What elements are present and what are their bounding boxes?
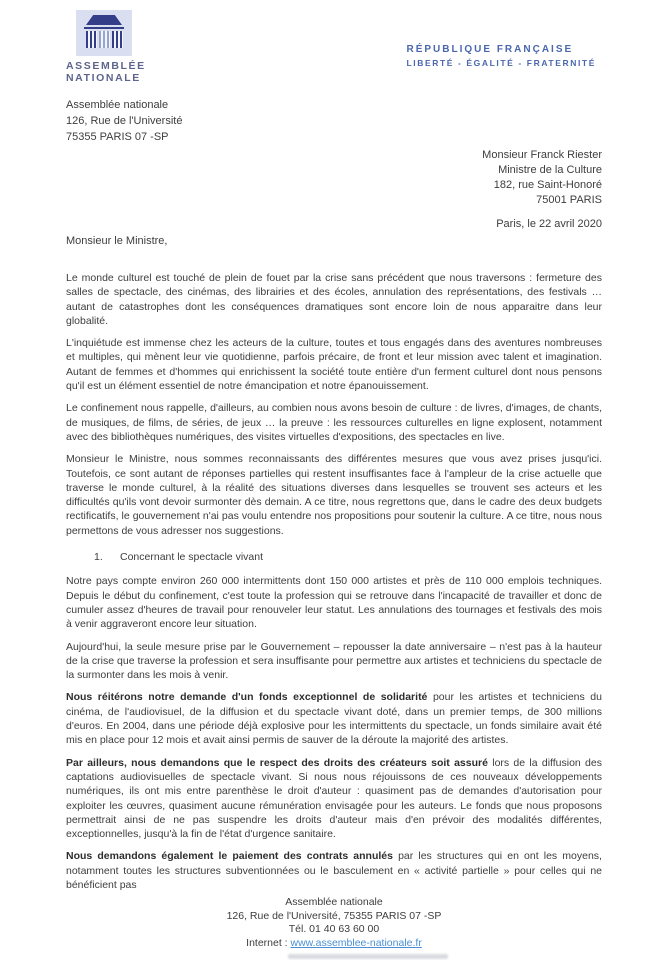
paragraph-5: Notre pays compte environ 260 000 intermittents dont 150 000 artistes et près de 110 000 emplois techniques. Depuis le début du confinement, c'est toute la profession qui se retrouve dans l'incapacité de travailler et donc de cumuler assez d'heures de travail pour renouveler leur statut. Les annulations des tournages et festivals des mois à venir aggraveront encore leur situation.: [66, 575, 602, 631]
footer-internet-line: [0, 937, 668, 951]
section-number: 1.: [94, 551, 103, 564]
sender-line: Assemblée nationale: [66, 99, 169, 111]
logo-line-2: NATIONALE: [66, 72, 141, 84]
salutation: Monsieur le Ministre,: [66, 235, 168, 247]
columns-shape: [86, 31, 123, 48]
paragraph-8-bold-lead: Par ailleurs, nous demandons que le respect des droits des créateurs soit assuré: [66, 756, 488, 769]
paragraph-7-rest: pour les artistes et techniciens du cinéma, de l'audiovisuel, de la diffusion et du spectacle vivant doté, dans un premier temps, de 300 millions d'euros. En 2004, dans une période déjà explosive pour les intermittents du spectacle, un fonds similaire avait été mis en place pour 12 mois et avait ainsi permis de sauver de la déroute la majorité des artistes.: [66, 691, 602, 747]
letter-content: [66, 0, 602, 900]
republic-title: RÉPUBLIQUE FRANÇAISE: [406, 44, 574, 55]
architrave-shape: [84, 27, 124, 29]
recipient-address: [66, 148, 602, 208]
republique-francaise-motto: [406, 44, 602, 68]
paragraph-3: Le confinement nous rappelle, d'ailleurs, au combien nous avons besoin de culture : de livres, d'images, de chants, de musiques, de films, de séries, de jeux … la preuve : les ressources culturelles en ligne explosent, notamment avec des bibliothèques numériques, des visites virtuelles d'expositions, des spectacles en live.: [66, 402, 602, 443]
paragraph-4: Monsieur le Ministre, nous sommes reconnaissants des différentes mesures que vous avez prises jusqu'ici. Toutefois, ce sont autant de réponses partielles qui restent insuffisantes face à l'ampleur de la crise actuelle que traverse le monde culturel, à la réalité des situations diverses dans lesquelles se trouvent ses acteurs et les difficultés qu'ils vont devoir surmonter dès demain. A ce titre, nous regrettons que, dans le cadre des deux budgets rectificatifs, le gouvernement n'ai pas voulu entendre nos propositions pour soutenir la culture. A ce titre, nous nous permettons de vous adresser nos suggestions.: [66, 453, 602, 537]
date-line: Paris, le 22 avril 2020: [496, 218, 602, 230]
paragraph-8-rest: lors de la diffusion des captations audiovisuelles de spectacle vivant. Si nous nous réjouissons de ces nouveaux développements numériques, ils ont mis entre parenthèse le droit d'auteur : quasiment pas de demandes d'autorisation pour exploiter les œuvres, quasiment aucune rémunération envisagée pour les auteurs. Le fonds que nous proposons permettrait ainsi de ne pas suspendre les droits d'auteur mais d'en prévoir des modalités différentes, exceptionnelles, jusqu'à la fin de l'état d'urgence sanitaire.: [66, 756, 602, 841]
paragraph-9-bold-lead: Nous demandons également le paiement des contrats annulés: [66, 850, 393, 863]
pediment-shape: [86, 15, 122, 25]
logo-line-1: ASSEMBLÉE: [66, 60, 146, 72]
assemblee-nationale-logo: [66, 10, 146, 84]
paragraph-6: Aujourd'hui, la seule mesure prise par le Gouvernement – repousser la date anniversaire – n'est pas à la hauteur de la crise que traverse la profession et sera insuffisante pour permettre aux artistes et techniciens du spectacle de la surmonter dans les mois à venir.: [66, 640, 602, 682]
paragraph-2: L'inquiétude est immense chez les acteurs de la culture, toutes et tous engagés dans des aventures nombreuses et multiples, qui mènent leur vie quotidienne, parfois précaire, de front et leur mission avec talent et imagination. Autant de femmes et d'hommes qui enrichissent la société toute entière d'un ferment culturel dont nous pensons qu'il est un élément essentiel de notre émancipation et notre épanouissement.: [66, 337, 602, 393]
paragraph-7-bold-lead: Nous réitérons notre demande d'un fonds exceptionnel de solidarité: [66, 691, 428, 704]
recipient-line: Ministre de la Culture: [498, 164, 602, 176]
paragraph-8: [66, 756, 602, 842]
recipient-line: 182, rue Saint-Honoré: [493, 179, 602, 191]
letter-footer: [0, 896, 668, 950]
footer-address: 126, Rue de l'Université, 75355 PARIS 07 -SP: [226, 909, 442, 922]
sender-line: 75355 PARIS 07 -SP: [66, 131, 169, 143]
internet-label: Internet :: [246, 936, 291, 949]
letterhead: [66, 10, 602, 84]
paragraph-7: [66, 690, 602, 747]
letter-body: [66, 271, 602, 892]
republic-motto: LIBERTÉ - ÉGALITÉ - FRATERNITÉ: [406, 58, 596, 68]
sender-line: 126, Rue de l'Université: [66, 115, 183, 127]
paragraph-9-rest: par les structures qui en ont les moyens, notamment toutes les structures subventionnées ou le basculement en « activité partielle » pour celles qui ne bénéficient pas: [66, 850, 602, 891]
section-title: Concernant le spectacle vivant: [120, 551, 263, 564]
footer-phone: Tél. 01 40 63 60 00: [288, 923, 380, 935]
section-heading-1: [66, 550, 602, 564]
recipient-line: 75001 PARIS: [536, 194, 602, 206]
assemblee-website-link[interactable]: www.assemblee-nationale.fr: [290, 936, 422, 949]
logo-wordmark: [66, 60, 146, 84]
footer-org-name: Assemblée nationale: [285, 896, 383, 908]
paragraph-9: [66, 849, 602, 892]
scan-artifact: [288, 954, 448, 959]
recipient-line: Monsieur Franck Riester: [482, 149, 602, 161]
assembly-building-icon: [76, 10, 132, 56]
paragraph-1: Le monde culturel est touché de plein de fouet par la crise sans précédent que nous traversons : fermeture des salles de spectacle, des cinémas, des librairies et des écoles, annulation des représentations, des festivals … autant de catastrophes dont les conséquences dramatiques sont encore loin de nous apparaitre dans leur globalité.: [66, 272, 602, 327]
sender-address: [66, 97, 602, 145]
